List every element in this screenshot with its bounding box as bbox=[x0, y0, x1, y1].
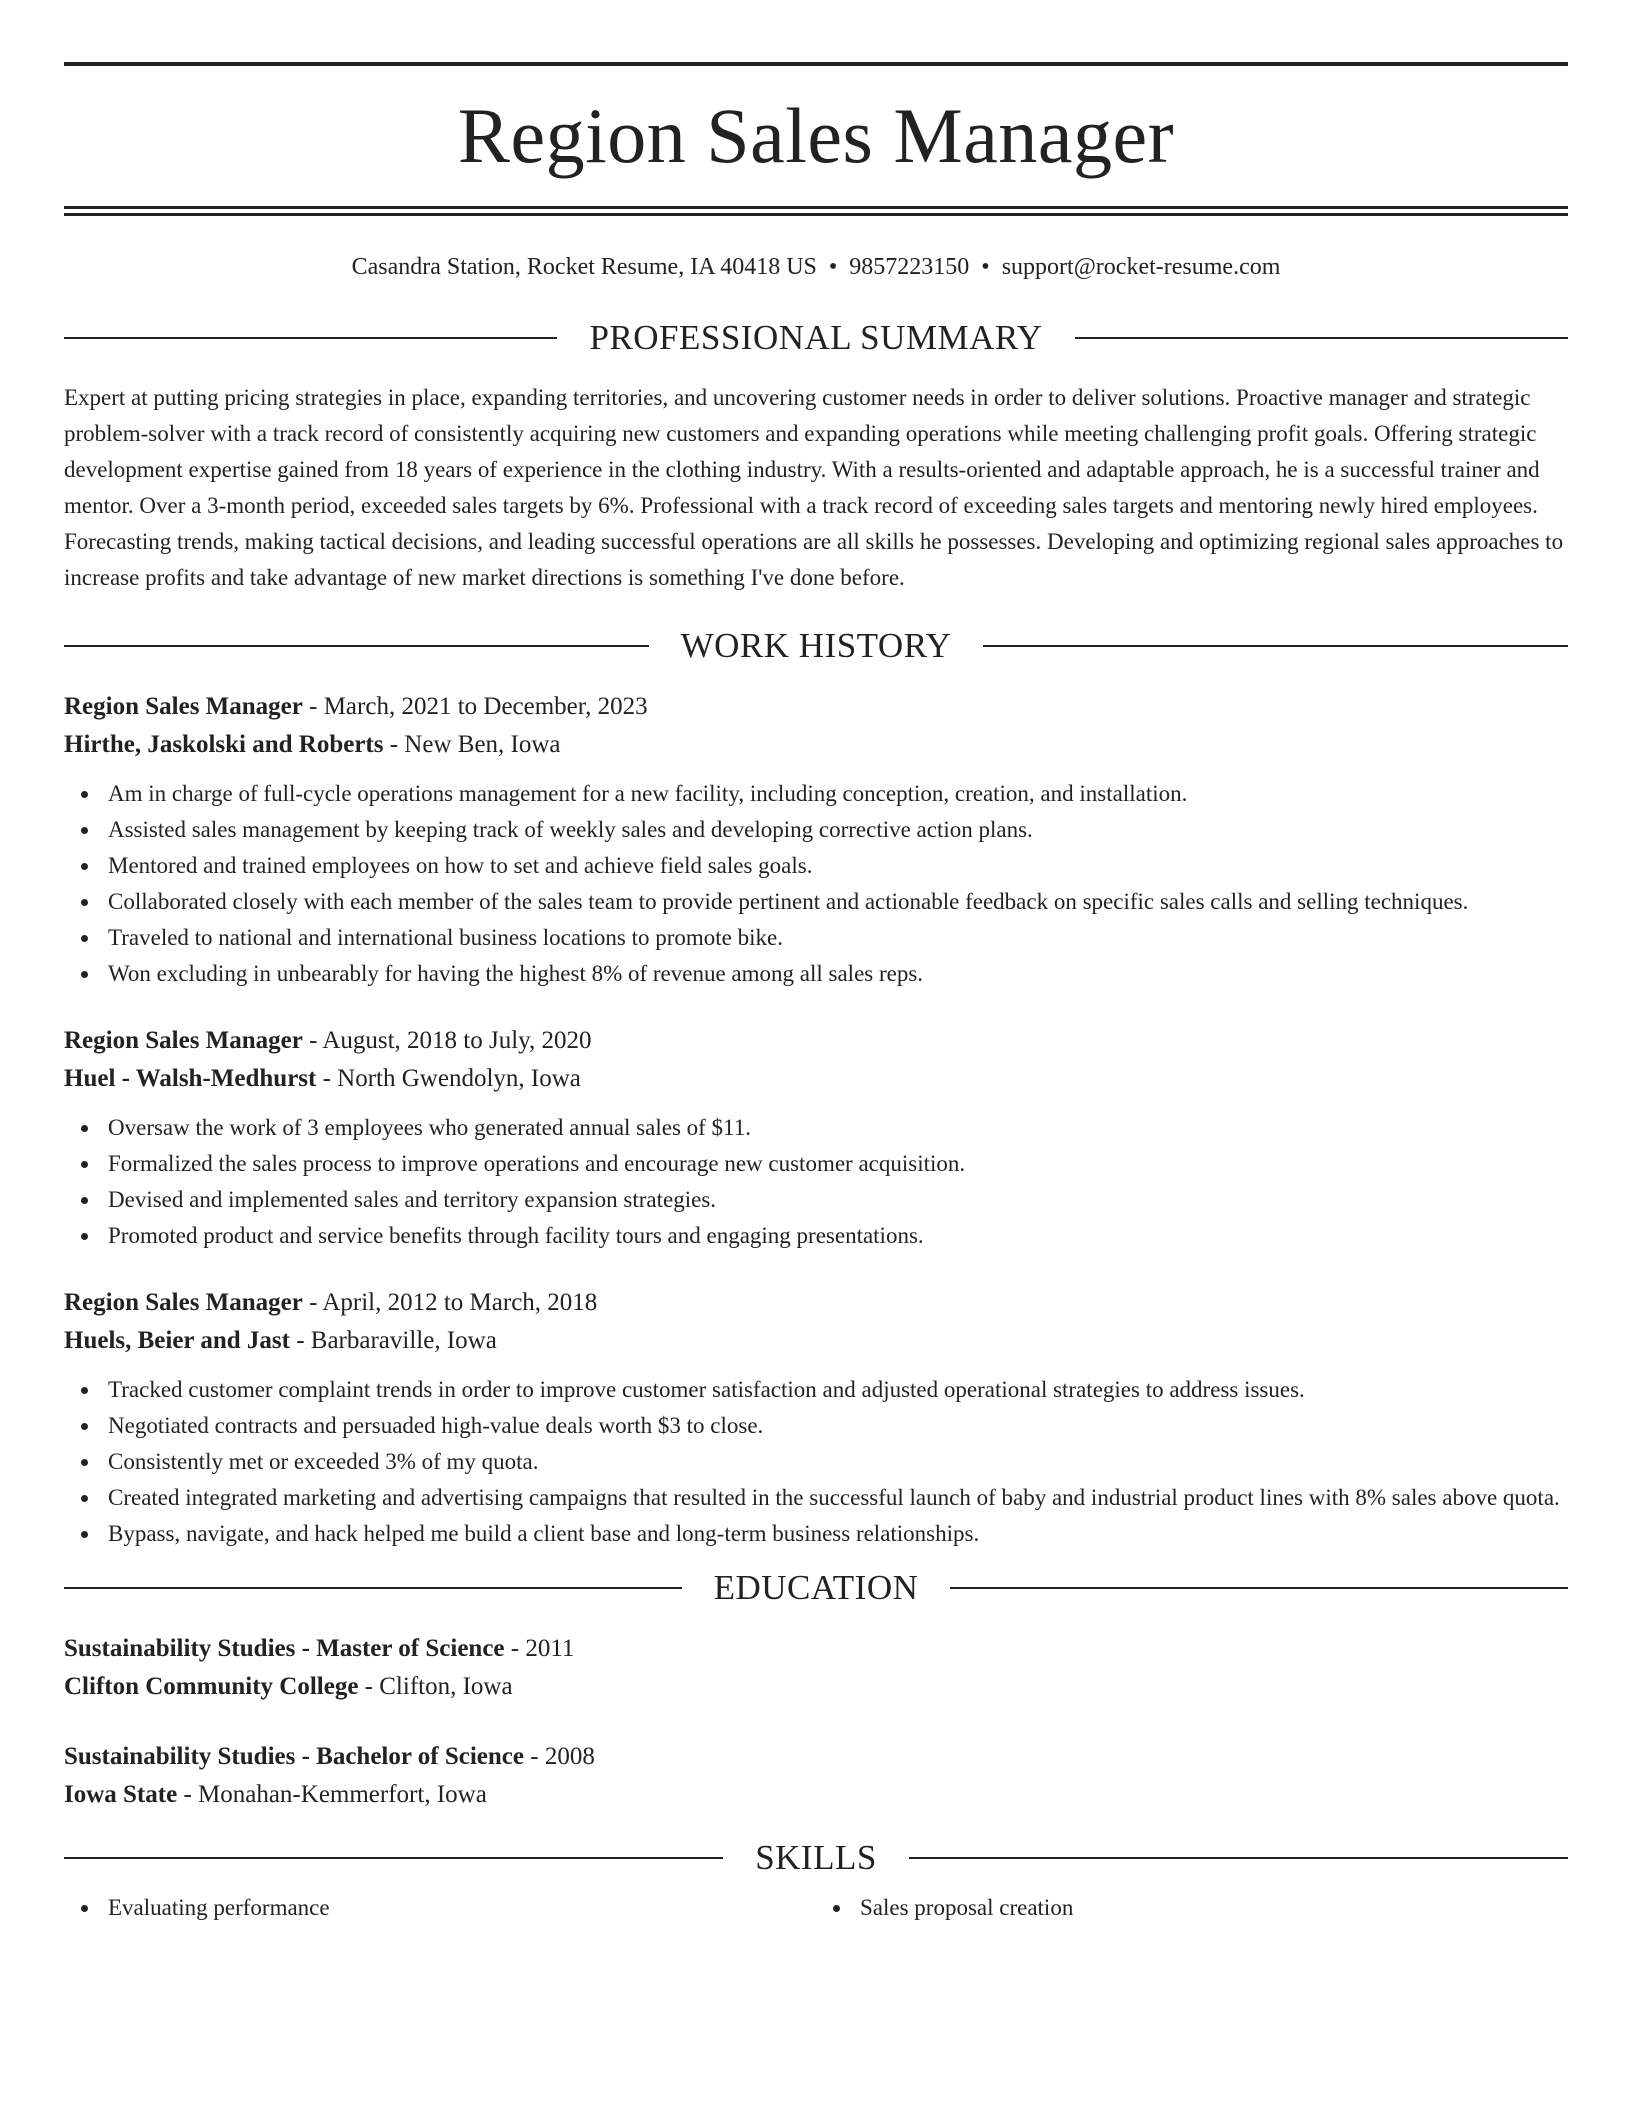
job-role: Region Sales Manager bbox=[64, 1289, 303, 1316]
skills-list bbox=[64, 1890, 1568, 1926]
job-entry bbox=[64, 688, 1568, 992]
education-school-line bbox=[64, 1668, 1568, 1706]
job-company-line bbox=[64, 726, 1568, 764]
education-degree: Sustainability Studies - Master of Science bbox=[64, 1635, 505, 1662]
section-rule bbox=[909, 1857, 1568, 1859]
list-item: Evaluating performance bbox=[108, 1890, 816, 1926]
list-item: Collaborated closely with each member of the sales team to provide pertinent and actionable feedback on specific sales calls and selling techniques. bbox=[108, 884, 1568, 920]
job-dates: - August, 2018 to July, 2020 bbox=[302, 1027, 592, 1054]
job-location: - Barbaraville, Iowa bbox=[289, 1327, 497, 1354]
skills-column-left bbox=[64, 1890, 816, 1926]
job-location: - North Gwendolyn, Iowa bbox=[316, 1065, 581, 1092]
section-title: PROFESSIONAL SUMMARY bbox=[589, 318, 1043, 357]
education-school: Iowa State bbox=[64, 1781, 178, 1808]
section-rule bbox=[64, 337, 557, 339]
section-title: WORK HISTORY bbox=[680, 626, 952, 665]
job-role-line bbox=[64, 1022, 1568, 1060]
job-role-line bbox=[64, 1284, 1568, 1322]
job-company: Huels, Beier and Jast bbox=[64, 1327, 290, 1354]
list-item: Negotiated contracts and persuaded high-value deals worth $3 to close. bbox=[108, 1408, 1568, 1444]
contact-line bbox=[64, 252, 1568, 282]
job-bullets bbox=[64, 776, 1568, 992]
list-item: Oversaw the work of 3 employees who generated annual sales of $11. bbox=[108, 1110, 1568, 1146]
education-degree-line bbox=[64, 1738, 1568, 1776]
list-item: Sales proposal creation bbox=[860, 1890, 1568, 1926]
contact-phone: 9857223150 bbox=[849, 254, 970, 280]
job-role-line bbox=[64, 688, 1568, 726]
section-rule bbox=[950, 1587, 1568, 1589]
contact-address: Casandra Station, Rocket Resume, IA 40418 US bbox=[351, 254, 817, 280]
section-rule bbox=[1075, 337, 1568, 339]
section-header-work-history bbox=[64, 626, 1568, 666]
list-item: Bypass, navigate, and hack helped me build a client base and long-term business relationships. bbox=[108, 1516, 1568, 1552]
job-company-line bbox=[64, 1060, 1568, 1098]
education-school: Clifton Community College bbox=[64, 1673, 359, 1700]
title-double-rule bbox=[64, 206, 1568, 216]
education-degree-line bbox=[64, 1630, 1568, 1668]
list-item: Devised and implemented sales and territory expansion strategies. bbox=[108, 1182, 1568, 1218]
section-header-skills bbox=[64, 1838, 1568, 1878]
list-item: Traveled to national and international business locations to promote bike. bbox=[108, 920, 1568, 956]
job-role: Region Sales Manager bbox=[64, 1027, 303, 1054]
education-year: - 2008 bbox=[524, 1743, 595, 1770]
job-bullets bbox=[64, 1372, 1568, 1552]
list-item: Created integrated marketing and advertising campaigns that resulted in the successful launch of baby and industrial product lines with 8% sales above quota. bbox=[108, 1480, 1568, 1516]
job-entry bbox=[64, 1284, 1568, 1552]
list-item: Won excluding in unbearably for having the highest 8% of revenue among all sales reps. bbox=[108, 956, 1568, 992]
list-item: Mentored and trained employees on how to set and achieve field sales goals. bbox=[108, 848, 1568, 884]
job-company: Huel - Walsh-Medhurst bbox=[64, 1065, 317, 1092]
section-rule bbox=[983, 645, 1568, 647]
section-header-summary bbox=[64, 318, 1568, 358]
list-item: Am in charge of full-cycle operations management for a new facility, including conception, creation, and installation. bbox=[108, 776, 1568, 812]
section-header-education bbox=[64, 1568, 1568, 1608]
job-dates: - April, 2012 to March, 2018 bbox=[302, 1289, 598, 1316]
education-location: - Clifton, Iowa bbox=[358, 1673, 513, 1700]
section-title: EDUCATION bbox=[713, 1568, 919, 1607]
education-degree: Sustainability Studies - Bachelor of Science bbox=[64, 1743, 524, 1770]
education-year: - 2011 bbox=[504, 1635, 575, 1662]
education-entry bbox=[64, 1738, 1568, 1814]
job-company-line bbox=[64, 1322, 1568, 1360]
section-title: SKILLS bbox=[755, 1838, 877, 1877]
education-location: - Monahan-Kemmerfort, Iowa bbox=[177, 1781, 487, 1808]
section-rule bbox=[64, 1857, 723, 1859]
list-item: Consistently met or exceeded 3% of my quota. bbox=[108, 1444, 1568, 1480]
list-item: Tracked customer complaint trends in order to improve customer satisfaction and adjusted operational strategies to address issues. bbox=[108, 1372, 1568, 1408]
job-dates: - March, 2021 to December, 2023 bbox=[302, 693, 648, 720]
contact-separator: • bbox=[828, 254, 838, 280]
job-role: Region Sales Manager bbox=[64, 693, 303, 720]
top-rule bbox=[64, 62, 1568, 66]
list-item: Promoted product and service benefits through facility tours and engaging presentations. bbox=[108, 1218, 1568, 1254]
education-school-line bbox=[64, 1776, 1568, 1814]
job-location: - New Ben, Iowa bbox=[383, 731, 561, 758]
job-bullets bbox=[64, 1110, 1568, 1254]
list-item: Assisted sales management by keeping track of weekly sales and developing corrective action plans. bbox=[108, 812, 1568, 848]
contact-email: support@rocket-resume.com bbox=[1001, 254, 1281, 280]
contact-separator: • bbox=[981, 254, 990, 280]
summary-text: Expert at putting pricing strategies in place, expanding territories, and uncovering customer needs in order to deliver solutions. Proactive manager and strategic problem-solver with a track record of consistently acquiring new customers and expanding operations while meeting challenging profit goals. Offering strategic development expertise gained from 18 years of experience in the clothing industry. With a results-oriented and adaptable approach, he is a successful trainer and mentor. Over a 3-month period, exceeded sales targets by 6%. Professional with a track record of exceeding sales targets and mentoring newly hired employees. Forecasting trends, making tactical decisions, and leading successful operations are all skills he possesses. Developing and optimizing regional sales approaches to increase profits and take advantage of new market directions is something I've done before. bbox=[64, 385, 1564, 590]
job-entry bbox=[64, 1022, 1568, 1254]
education-entry bbox=[64, 1630, 1568, 1706]
section-rule bbox=[64, 1587, 682, 1589]
resume-title: Region Sales Manager bbox=[457, 92, 1175, 179]
section-rule bbox=[64, 645, 649, 647]
skills-column-right bbox=[816, 1890, 1568, 1926]
list-item: Formalized the sales process to improve operations and encourage new customer acquisition. bbox=[108, 1146, 1568, 1182]
job-company: Hirthe, Jaskolski and Roberts bbox=[64, 731, 384, 758]
